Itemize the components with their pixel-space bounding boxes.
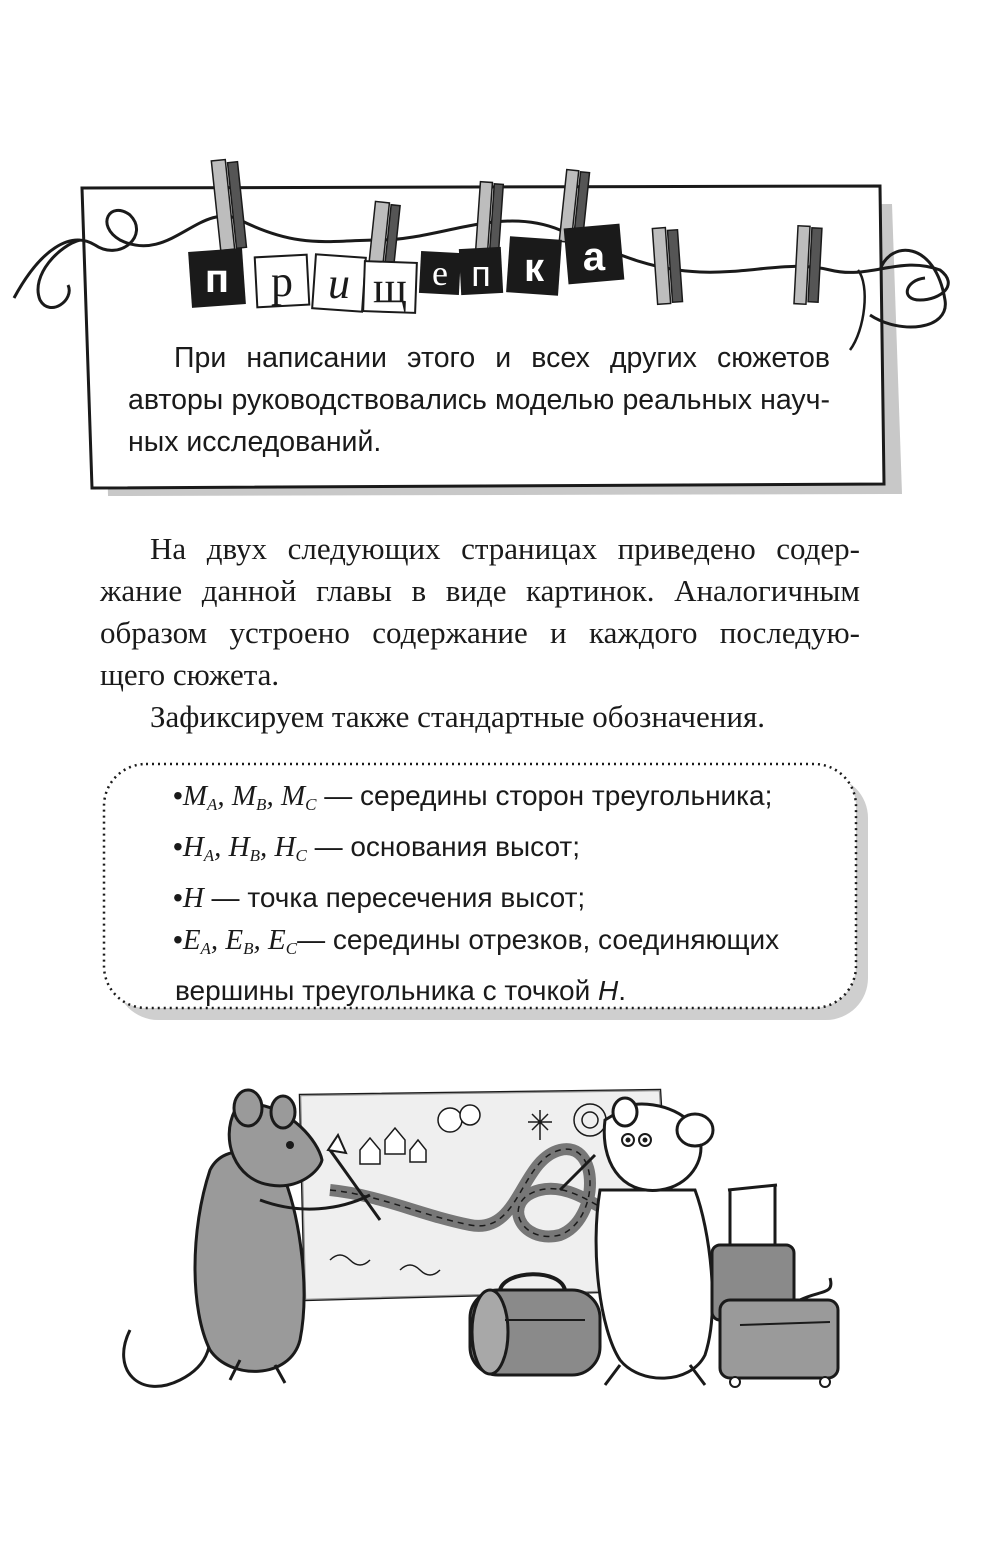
bullet: •	[173, 780, 183, 811]
body-line-2: жание данной главы в виде картинок. Аналогичным	[100, 573, 860, 608]
body-line-5: Зафиксируем также стандартные обозначения.	[150, 699, 765, 734]
svg-text:и: и	[328, 259, 350, 308]
note-line-1: При написании этого и всех других сюжетов	[174, 342, 830, 374]
svg-text:щ: щ	[373, 263, 407, 312]
notation-text: — середины сторон треугольника;	[316, 780, 773, 811]
svg-text:к: к	[523, 246, 545, 290]
bullet: •	[173, 882, 183, 913]
suitcase	[712, 1185, 838, 1387]
math-term: $E_A$, $E_B$, $E_C$	[182, 924, 298, 958]
svg-text:а: а	[582, 235, 606, 279]
svg-text:п: п	[471, 253, 491, 294]
bullet: •	[173, 831, 183, 862]
notation-text: — середины отрезков, соединяющих	[297, 924, 780, 955]
svg-text:п: п	[204, 257, 230, 301]
body-line-4: щего сюжета.	[100, 657, 280, 692]
notation-text: — точка пересечения высот;	[203, 882, 586, 913]
body-line-1: На двух следующих страницах приведено содер-	[150, 531, 860, 566]
bullet: •	[173, 924, 183, 955]
note-line-2: авторы руководствовались моделью реальных науч-	[128, 384, 830, 416]
math-term: $M_A$, $M_B$, $M_C$	[182, 780, 317, 814]
note-line-3: ных исследований.	[128, 426, 382, 458]
svg-text:р: р	[271, 257, 293, 306]
notation-text: — основания высот;	[306, 831, 581, 862]
math-term: $H_A$, $H_B$, $H_C$	[182, 831, 307, 865]
math-term: H	[182, 882, 204, 914]
body-line-3: образом устроено содержание и каждого последую-	[100, 615, 860, 650]
svg-text:е: е	[432, 253, 448, 293]
notation-item-continuation: вершины треугольника с точкой H.	[175, 975, 627, 1006]
